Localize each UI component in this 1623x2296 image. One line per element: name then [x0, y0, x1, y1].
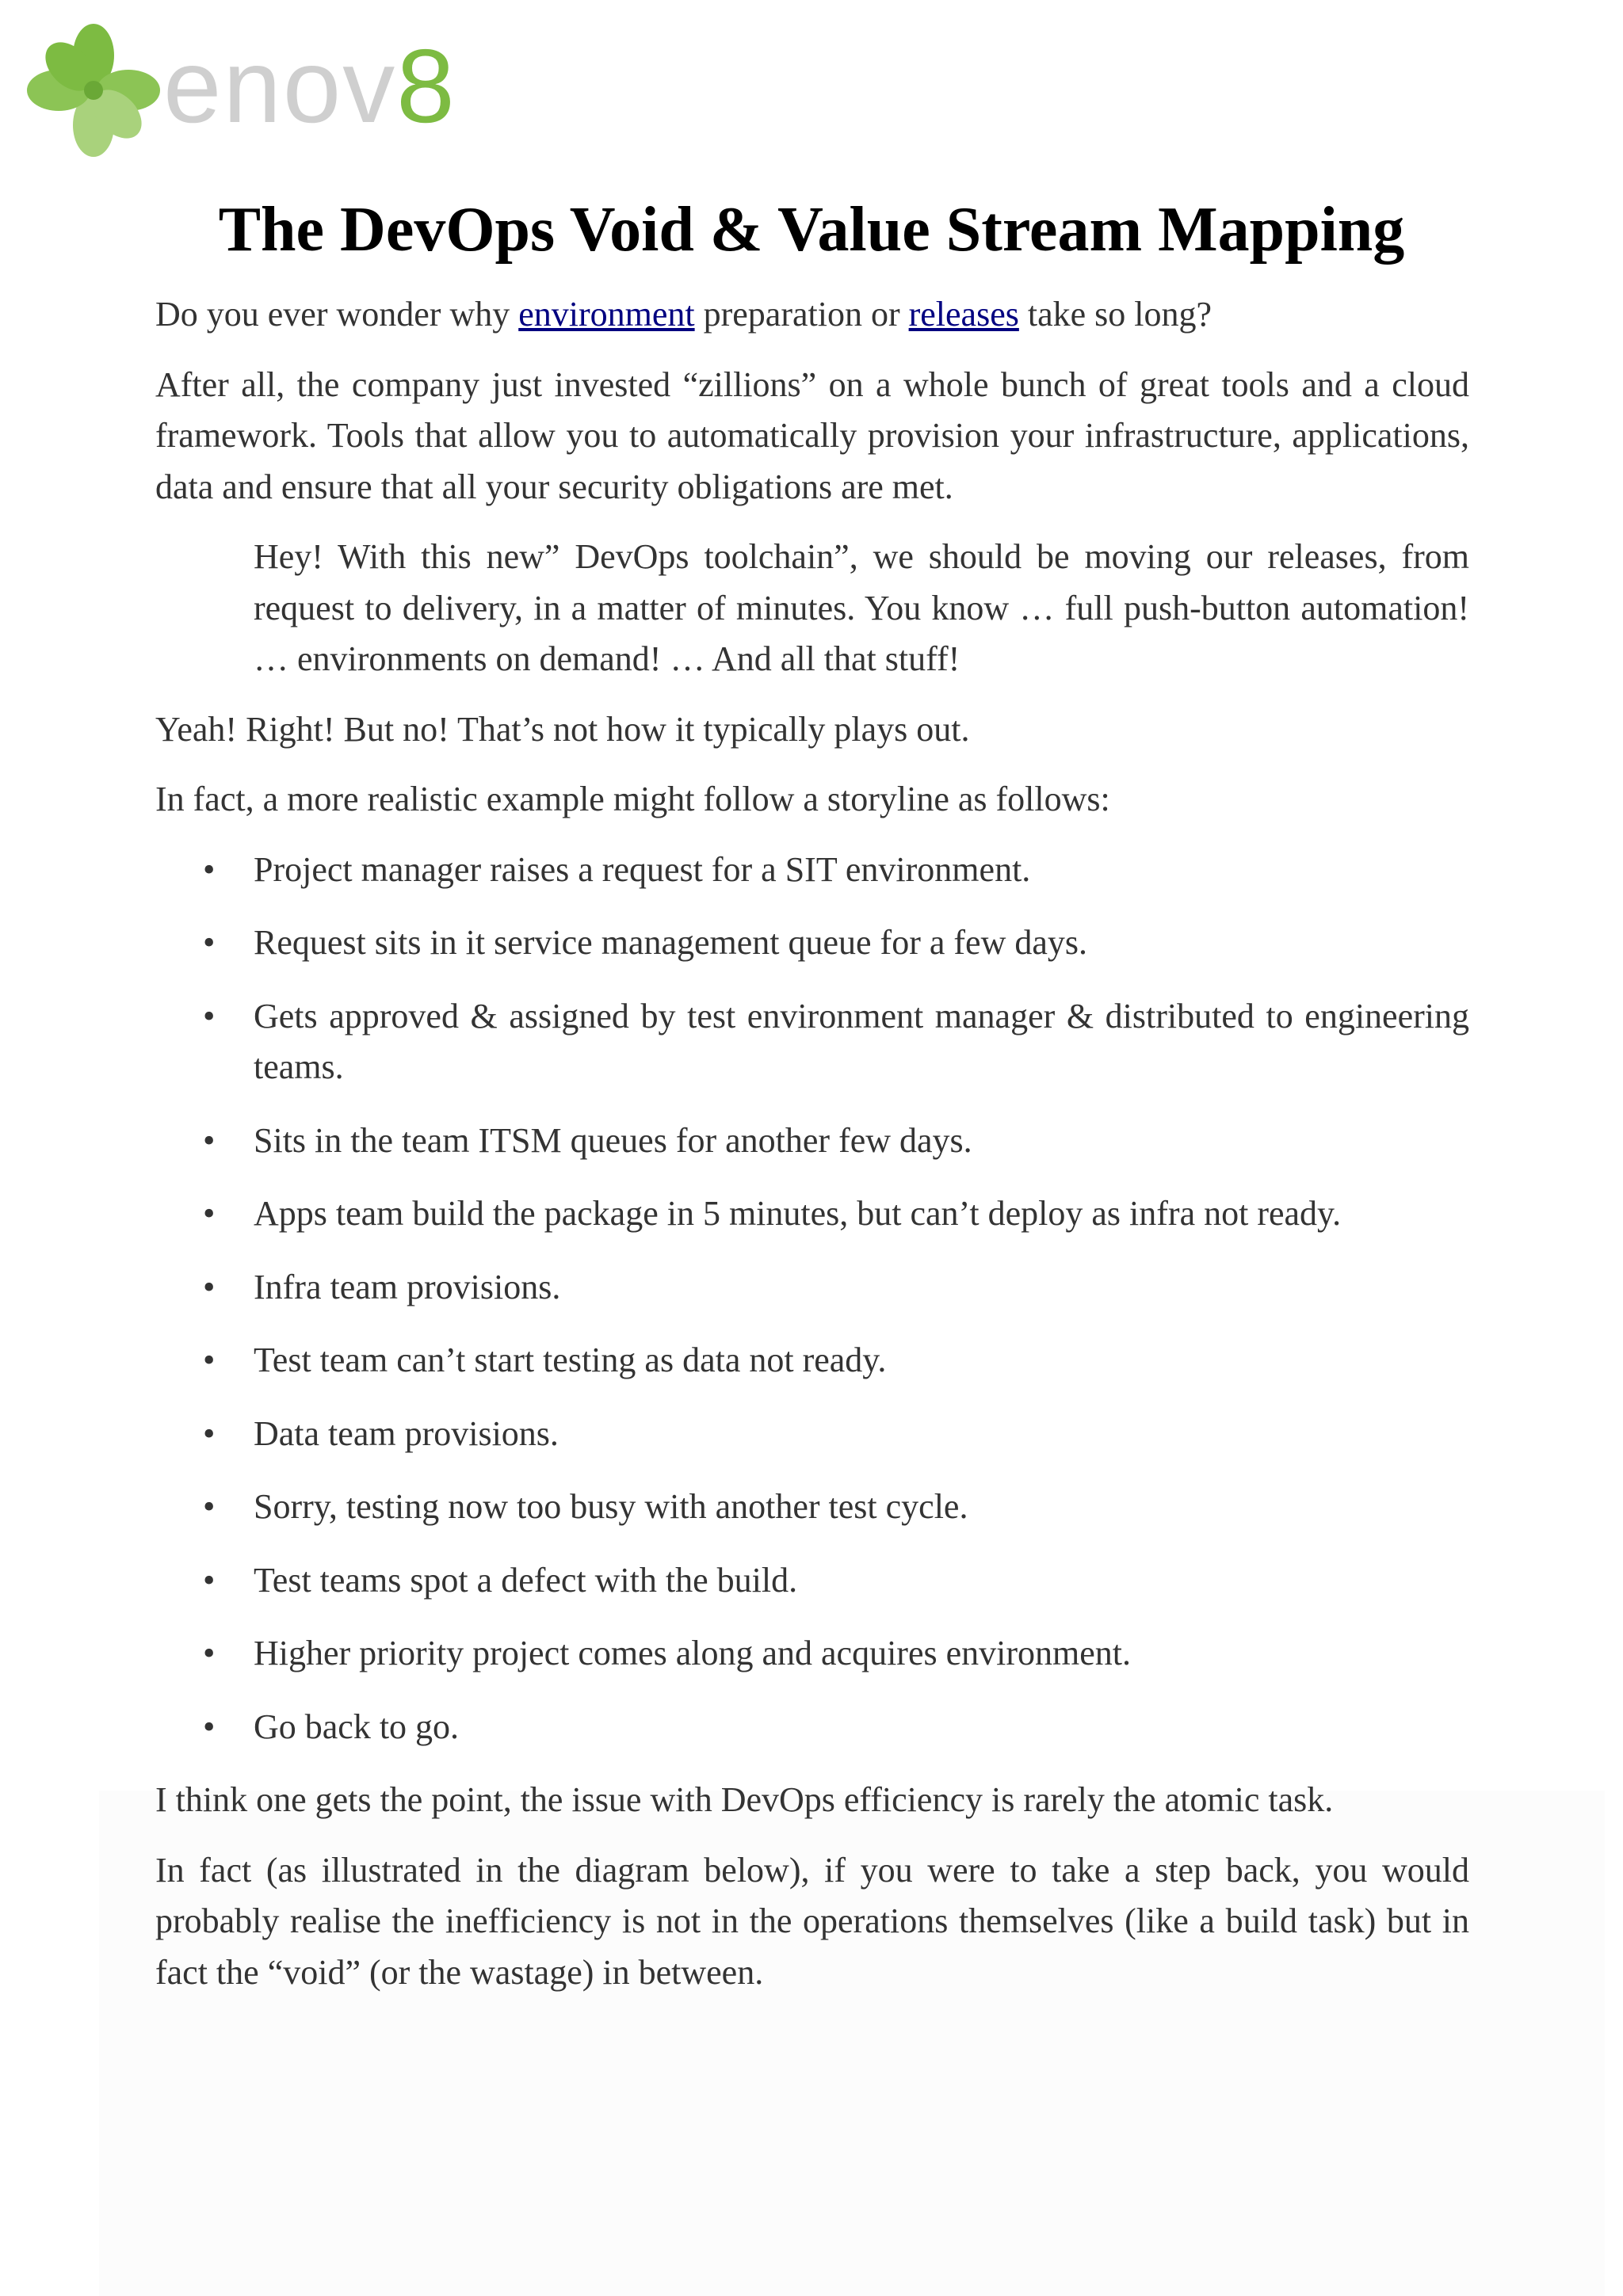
list-item [155, 917, 1469, 969]
list-item [155, 1335, 1469, 1386]
intro-text-middle: preparation or [694, 295, 909, 334]
list-item-text: Data team provisions. [254, 1413, 559, 1453]
list-item-text: Apps team build the package in 5 minutes, but can’t deploy as infra not ready. [254, 1194, 1342, 1233]
releases-link[interactable]: releases [908, 295, 1019, 334]
list-item [155, 1409, 1469, 1460]
list-item-text: Gets approved & assigned by test environment manager & distributed to engineering teams. [254, 996, 1469, 1086]
list-item [155, 1116, 1469, 1167]
list-item-text: Infra team provisions. [254, 1267, 561, 1306]
list-item [155, 1188, 1469, 1240]
enov8-logo [27, 22, 487, 158]
list-item [155, 1702, 1469, 1753]
bullet-icon: • [203, 1413, 216, 1453]
bullet-icon: • [203, 1487, 216, 1526]
list-item-text: Sits in the team ITSM queues for another few days. [254, 1120, 972, 1160]
list-item-text: Project manager raises a request for a SIT environment. [254, 849, 1031, 889]
paragraph-point: I think one gets the point, the issue with DevOps efficiency is rarely the atomic task. [155, 1780, 1334, 1819]
paragraph-reality: Yeah! Right! But no! That’s not how it typically plays out. [155, 709, 970, 749]
bullet-icon: • [203, 1634, 216, 1672]
intro-text-end: take so long? [1018, 295, 1212, 334]
bullet-icon: • [203, 1560, 216, 1600]
intro-paragraph [155, 289, 1469, 341]
page-title: The DevOps Void & Value Stream Mapping [218, 195, 1405, 265]
bullet-icon: • [203, 1341, 216, 1379]
list-item [155, 1628, 1469, 1680]
article-body [155, 289, 1469, 2017]
list-item-text: Test teams spot a defect with the build. [254, 1560, 798, 1600]
paragraph-void: In fact (as illustrated in the diagram below), if you were to take a step back, you would probably realise the inefficiency is not in the operations themselves (like a build task) but in fact the “void” (or the wastage) in between. [155, 1850, 1469, 1992]
bullet-icon: • [203, 1267, 216, 1306]
list-item [155, 845, 1469, 896]
bullet-icon: • [203, 849, 216, 889]
environment-link[interactable]: environment [518, 295, 695, 334]
logo-wordmark-accent: 8 [396, 28, 456, 144]
svg-text:enov8 [163, 28, 456, 144]
intro-text-start: Do you ever wonder why [155, 295, 519, 334]
list-item [155, 1555, 1469, 1607]
bullet-icon: • [203, 996, 216, 1035]
quote-block: Hey! With this new” DevOps toolchain”, we should be moving our releases, from request to delivery, in a matter of minutes. You know … full push-button automation! … environments on demand! … And all that stuff! [254, 537, 1469, 678]
bullet-icon: • [203, 1194, 216, 1233]
logo-wordmark: enov [163, 28, 397, 144]
list-item-text: Request sits in it service management queue for a few days. [254, 923, 1088, 962]
list-item [155, 991, 1469, 1093]
storyline-list [155, 845, 1469, 1753]
list-item-text: Higher priority project comes along and acquires environment. [254, 1634, 1131, 1672]
bullet-icon: • [203, 1120, 216, 1160]
list-item-text: Go back to go. [254, 1707, 460, 1746]
list-item-text: Test team can’t start testing as data not ready. [254, 1341, 887, 1379]
clover-icon [27, 24, 160, 157]
paragraph-storyline: In fact, a more realistic example might follow a storyline as follows: [155, 780, 1110, 818]
paragraph-tools: After all, the company just invested “zillions” on a whole bunch of great tools and a cloud framework. Tools that allow you to automatically provision your infrastructure, applications, data and ensure that all your security obligations are met. [155, 364, 1469, 506]
bullet-icon: • [203, 923, 216, 962]
list-item-text: Sorry, testing now too busy with another test cycle. [254, 1487, 968, 1526]
bullet-icon: • [203, 1707, 216, 1746]
list-item [155, 1482, 1469, 1533]
list-item [155, 1262, 1469, 1314]
